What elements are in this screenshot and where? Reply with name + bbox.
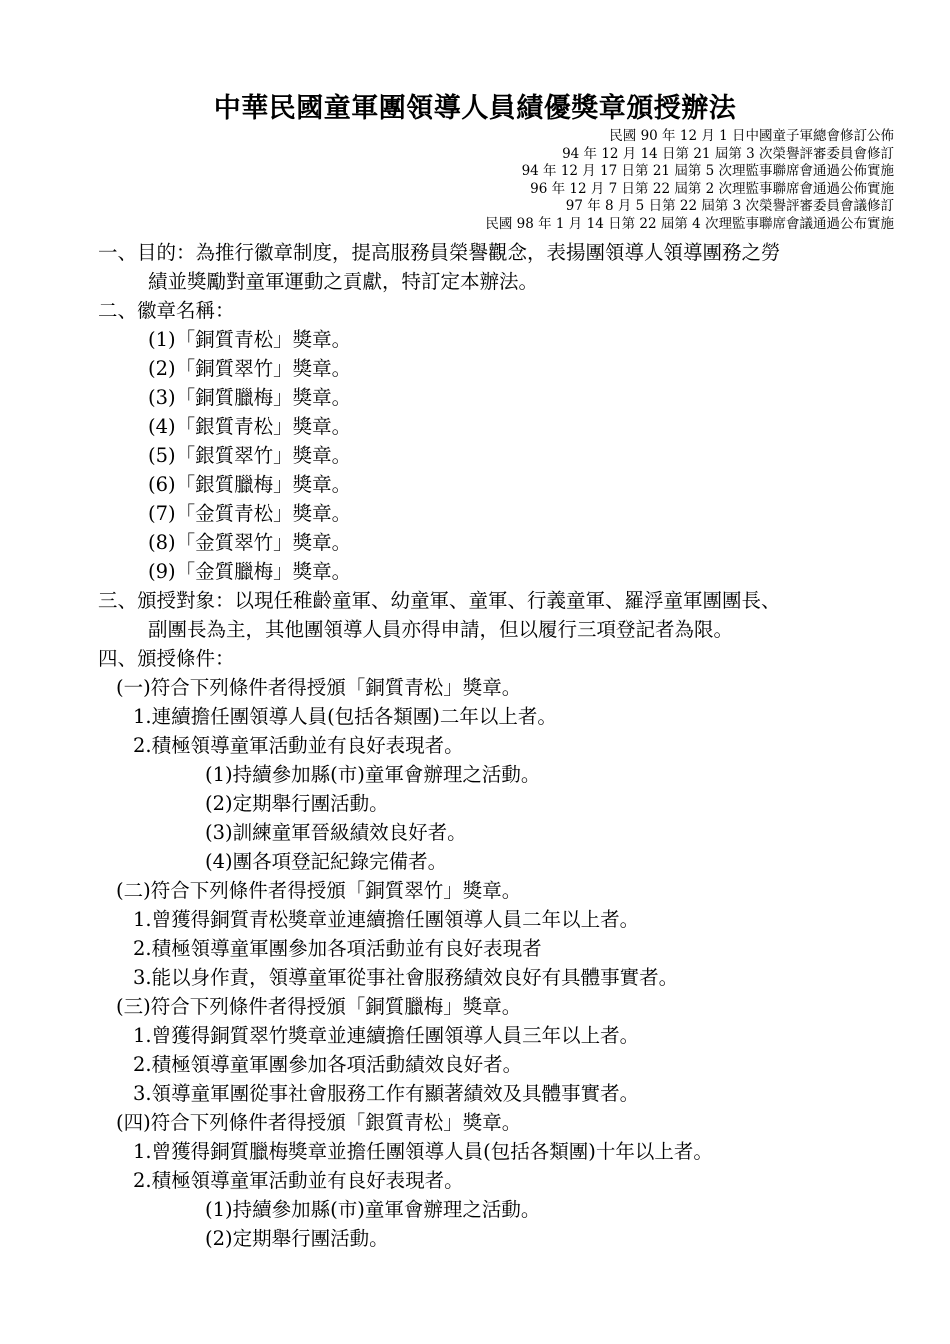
section-recipients-line2: 副團長為主，其他團領導人員亦得申請，但以履行三項登記者為限。 [148, 618, 734, 641]
badge-name-item: (8)「金質翠竹」獎章。 [148, 531, 352, 554]
section-purpose-line2: 績並獎勵對童軍運動之貢獻，特訂定本辦法。 [148, 270, 539, 293]
badge-name-item: (1)「銅質青松」獎章。 [148, 328, 352, 351]
condition-subheading: (一)符合下列條件者得授頒「銅質青松」獎章。 [116, 676, 522, 699]
revision-line: 民國 98 年 1 月 14 日第 22 屆第 4 次理監事聯席會議通過公布實施 [485, 215, 894, 232]
condition-detail: (2)定期舉行團活動。 [205, 792, 389, 815]
condition-subheading: (四)符合下列條件者得授頒「銀質青松」獎章。 [116, 1111, 522, 1134]
document-title: 中華民國童軍團領導人員績優獎章頒授辦法 [213, 93, 737, 124]
condition-detail: (3)訓練童軍晉級績效良好者。 [205, 821, 467, 844]
revision-line: 94 年 12 月 17 日第 21 屆第 5 次理監事聯席會通過公佈實施 [521, 163, 894, 179]
condition-detail: (4)團各項登記紀錄完備者。 [205, 850, 448, 873]
revision-history [485, 128, 894, 233]
badge-name-item: (4)「銀質青松」獎章。 [148, 415, 352, 438]
condition-item: 3.能以身作責，領導童軍從事社會服務績效良好有具體事實者。 [133, 966, 679, 989]
badge-name-item: (9)「金質臘梅」獎章。 [148, 560, 352, 583]
condition-item: 1.曾獲得銅質青松獎章並連續擔任團領導人員二年以上者。 [133, 908, 640, 931]
condition-item: 3.領導童軍團從事社會服務工作有顯著績效及具體事實者。 [133, 1082, 640, 1105]
document-body [98, 238, 898, 1253]
badge-name-item: (3)「銅質臘梅」獎章。 [148, 386, 352, 409]
revision-line: 民國 90 年 12 月 1 日中國童子軍總會修訂公佈 [609, 128, 894, 144]
section-badge-names-heading: 二、徽章名稱： [98, 299, 235, 322]
condition-item: 2.積極領導童軍團參加各項活動績效良好者。 [133, 1053, 523, 1076]
condition-item: 1.連續擔任團領導人員(包括各類團)二年以上者。 [133, 705, 557, 728]
condition-item: 2.積極領導童軍團參加各項活動並有良好表現者 [133, 937, 542, 960]
section-conditions-heading: 四、頒授條件： [98, 647, 235, 670]
condition-subheading: (三)符合下列條件者得授頒「銅質臘梅」獎章。 [116, 995, 522, 1018]
section-recipients-line1: 三、頒授對象：以現任稚齡童軍、幼童軍、童軍、行義童軍、羅浮童軍團團長、 [98, 589, 781, 612]
badge-name-item: (2)「銅質翠竹」獎章。 [148, 357, 352, 380]
revision-line: 96 年 12 月 7 日第 22 屆第 2 次理監事聯席會通過公佈實施 [530, 180, 894, 197]
condition-item: 2.積極領導童軍活動並有良好表現者。 [133, 734, 464, 757]
section-purpose-line1: 一、目的：為推行徽章制度，提高服務員榮譽觀念，表揚團領導人領導團務之勞 [98, 241, 781, 264]
condition-subheading: (二)符合下列條件者得授頒「銅質翠竹」獎章。 [116, 879, 522, 902]
condition-detail: (1)持續參加縣(市)童軍會辦理之活動。 [205, 1198, 541, 1221]
condition-detail: (2)定期舉行團活動。 [205, 1227, 389, 1250]
condition-item: 1.曾獲得銅質翠竹獎章並連續擔任團領導人員三年以上者。 [133, 1024, 640, 1047]
badge-name-item: (6)「銀質臘梅」獎章。 [148, 473, 352, 496]
condition-detail: (1)持續參加縣(市)童軍會辦理之活動。 [205, 763, 541, 786]
badge-name-item: (7)「金質青松」獎章。 [148, 502, 352, 525]
revision-line: 94 年 12 月 14 日第 21 屆第 3 次榮譽評審委員會修訂 [562, 145, 894, 162]
badge-name-item: (5)「銀質翠竹」獎章。 [148, 444, 352, 467]
condition-item: 2.積極領導童軍活動並有良好表現者。 [133, 1169, 464, 1192]
condition-item: 1.曾獲得銅質臘梅獎章並擔任團領導人員(包括各類團)十年以上者。 [133, 1140, 713, 1163]
revision-line: 97 年 8 月 5 日第 22 屆第 3 次榮譽評審委員會議修訂 [565, 198, 894, 214]
